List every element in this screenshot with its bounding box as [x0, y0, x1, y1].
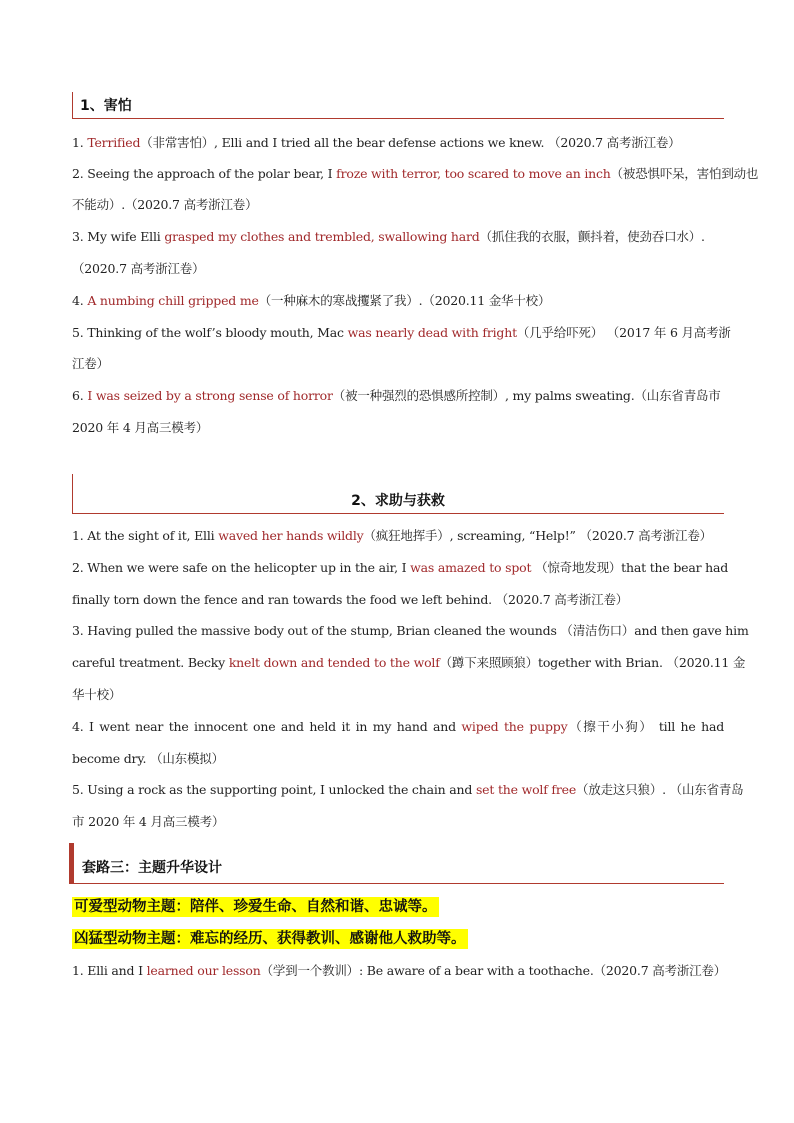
key-phrase: grasped my clothes and trembled, swallowing hard	[164, 229, 480, 244]
text-run: 2. When we were safe on the helicopter up in the air, I	[72, 560, 411, 575]
example-line	[72, 622, 749, 640]
example-line	[72, 559, 729, 577]
text-run: （被恐惧吓呆，害怕到动也	[610, 166, 759, 181]
key-phrase: waved her hands wildly	[218, 528, 364, 543]
text-run: （抓住我的衣服，颤抖着，使劲吞口水）.	[479, 229, 705, 244]
example-line	[72, 962, 727, 980]
example-line	[72, 292, 724, 310]
section-heading-theme	[72, 843, 724, 884]
text-run: （学到一个教训）: Be aware of a bear with a toothache.（2020.7 高考浙江卷）	[260, 963, 727, 978]
key-phrase: was nearly dead with fright	[347, 325, 517, 340]
heading-accent-bar	[69, 843, 74, 884]
key-phrase: Terrified	[87, 135, 141, 150]
text-run: 3. My wife Elli	[72, 229, 165, 244]
example-line	[72, 355, 724, 373]
text-run: become dry. （山东模拟）	[72, 751, 224, 766]
text-run: （一种麻木的寒战攫紧了我）.（2020.11 金华十校）	[258, 293, 551, 308]
key-phrase: set the wolf free	[475, 782, 577, 797]
text-run: （擦干小狗） till he had	[567, 719, 724, 734]
text-run: 5. Using a rock as the supporting point, I unlocked the chain and	[72, 782, 476, 797]
example-line	[72, 165, 759, 183]
text-run: 不能动）.（2020.7 高考浙江卷）	[72, 197, 258, 212]
text-run: （蹲下来照顾狼）together with Brian. （2020.11 金	[439, 655, 746, 670]
text-run: （放走这只狼）. （山东省青岛	[576, 782, 744, 797]
example-line	[72, 781, 744, 799]
text-run: 1. At the sight of it, Elli	[72, 528, 219, 543]
example-line	[72, 134, 724, 152]
example-line	[72, 527, 724, 545]
example-line	[72, 718, 724, 736]
key-phrase: I was seized by a strong sense of horror	[87, 388, 333, 403]
key-phrase: knelt down and tended to the wolf	[228, 655, 440, 670]
heading-accent-bar	[72, 92, 73, 119]
text-run: （非常害怕）, Elli and I tried all the bear defense actions we knew. （2020.7 高考浙江卷）	[140, 135, 681, 150]
text-run: （2020.7 高考浙江卷）	[72, 261, 205, 276]
example-line	[72, 196, 724, 214]
key-phrase: was amazed to spot	[410, 560, 532, 575]
example-line	[72, 324, 731, 342]
key-phrase: froze with terror, too scared to move an inch	[336, 166, 611, 181]
text-run: 江卷）	[72, 356, 109, 371]
text-run: 4.	[72, 293, 88, 308]
example-line	[72, 686, 724, 704]
example-line	[72, 654, 746, 672]
key-phrase: wiped the puppy	[461, 719, 568, 734]
example-line	[72, 750, 724, 768]
key-phrase: learned our lesson	[146, 963, 261, 978]
section-title: 套路三：主题升华设计	[82, 860, 222, 876]
text-run: 1.	[72, 135, 88, 150]
text-run: 2020 年 4 月高三模考）	[72, 420, 209, 435]
text-run: 1. Elli and I	[72, 963, 147, 978]
text-run: （几乎给吓死） （2017 年 6 月高考浙	[516, 325, 731, 340]
example-line	[72, 260, 724, 278]
text-run: careful treatment. Becky	[72, 655, 229, 670]
example-line	[72, 387, 724, 405]
text-run: finally torn down the fence and ran towards the food we left behind. （2020.7 高考浙江卷）	[72, 592, 629, 607]
text-run: 6.	[72, 388, 88, 403]
section-title: 2、求助与获救	[351, 493, 445, 509]
text-run: （疯狂地挥手）, screaming, “Help!” （2020.7 高考浙江卷）	[363, 528, 712, 543]
example-line	[72, 419, 724, 437]
text-run: （惊奇地发现）that the bear had	[531, 560, 729, 575]
text-run: 3. Having pulled the massive body out of the stump, Brian cleaned the wounds （清洁伤口）and then gave him	[72, 623, 749, 638]
section-heading-fear	[72, 92, 724, 119]
highlight-cute-animals: 可爱型动物主题：陪伴、珍爱生命、自然和谐、忠诚等。	[74, 899, 437, 915]
text-run: 2. Seeing the approach of the polar bear, I	[72, 166, 337, 181]
key-phrase: A numbing chill gripped me	[87, 293, 259, 308]
section-title: 1、害怕	[80, 98, 132, 114]
text-run: 华十校）	[72, 687, 122, 702]
text-run: 4. I went near the innocent one and held it in my hand and	[72, 719, 462, 734]
example-line	[72, 228, 724, 246]
example-line	[72, 813, 724, 831]
section-heading-rescue	[72, 474, 724, 514]
example-line	[72, 591, 724, 609]
text-run: （被一种强烈的恐惧感所控制）, my palms sweating.（山东省青岛市	[332, 388, 721, 403]
highlight-fierce-animals: 凶猛型动物主题：难忘的经历、获得教训、感谢他人救助等。	[74, 931, 466, 947]
text-run: 市 2020 年 4 月高三模考）	[72, 814, 225, 829]
text-run: 5. Thinking of the wolf’s bloody mouth, Mac	[72, 325, 348, 340]
